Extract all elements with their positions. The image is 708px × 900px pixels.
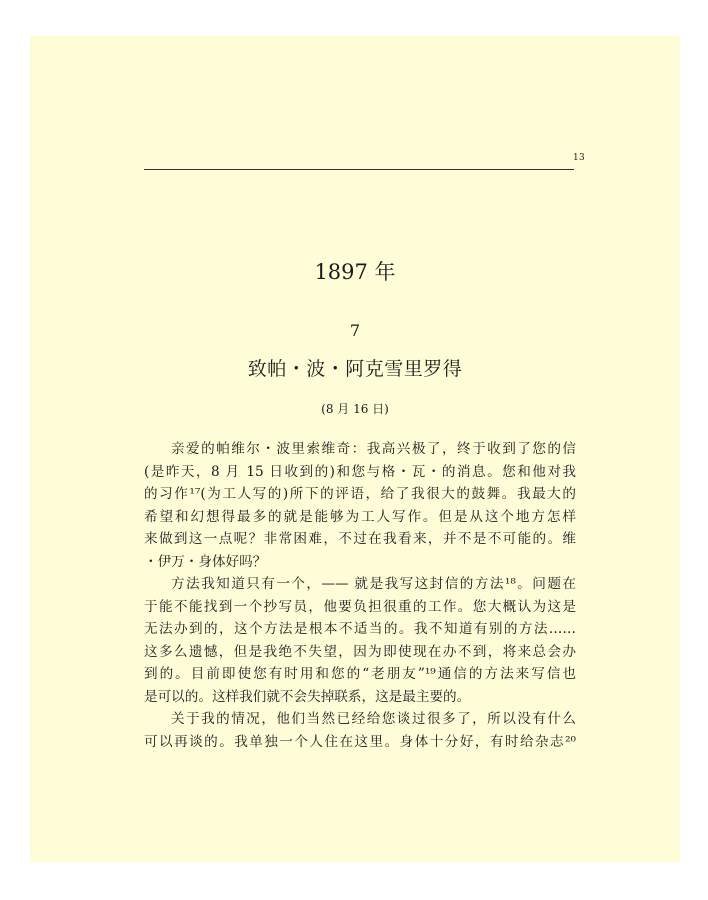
body-line: 这多么遗憾，但是我绝不失望，因为即使现在办不到，将来总会办 — [144, 643, 576, 660]
body-line: 希望和幻想得最多的就是能够为工人写作。但是从这个地方怎样 — [144, 508, 576, 525]
page — [30, 36, 680, 862]
body-line: 方法我知道只有一个，—— 就是我写这封信的方法¹⁸。问题在 — [171, 576, 576, 592]
letter-number: 7 — [349, 321, 361, 340]
letter-date: (8 月 16 日) — [321, 402, 389, 416]
body-line: 关于我的情况，他们当然已经给您谈过很多了，所以没有什么 — [171, 711, 576, 727]
body-line: 可以再谈的。我单独一个人住在这里。身体十分好，有时给杂志²⁰ — [144, 733, 576, 750]
body-line: ・伊万・身体好吗？ — [144, 553, 267, 570]
body-line: 亲爱的帕维尔・波里索维奇：我高兴极了，终于收到了您的信 — [171, 441, 576, 457]
letter-title: 致帕・波・阿克雪里罗得 — [247, 358, 463, 380]
body-line: 的习作¹⁷(为工人写的)所下的评语，给了我很大的鼓舞。我最大的 — [144, 486, 576, 502]
body-line: 来做到这一点呢？非常困难，不过在我看来，并不是不可能的。维 — [144, 531, 576, 547]
letter-body — [144, 438, 576, 753]
page-number: 13 — [573, 153, 586, 163]
body-line: (是昨天，8 月 15 日收到的)和您与格・瓦・的消息。您和他对我 — [144, 463, 576, 480]
body-line: 无法办到的，这个方法是根本不适当的。我不知道有别的方法…… — [144, 621, 576, 637]
body-line: 是可以的。这样我们就不会失掉联系，这是最主要的。 — [144, 688, 471, 705]
body-line: 到的。目前即使您有时用和您的“老朋友”¹⁹通信的方法来写信也 — [144, 666, 576, 682]
header-rule — [144, 169, 574, 170]
body-line: 于能不能找到一个抄写员，他要负担很重的工作。您大概认为这是 — [144, 598, 576, 615]
year-heading: 1897 年 — [314, 260, 396, 284]
